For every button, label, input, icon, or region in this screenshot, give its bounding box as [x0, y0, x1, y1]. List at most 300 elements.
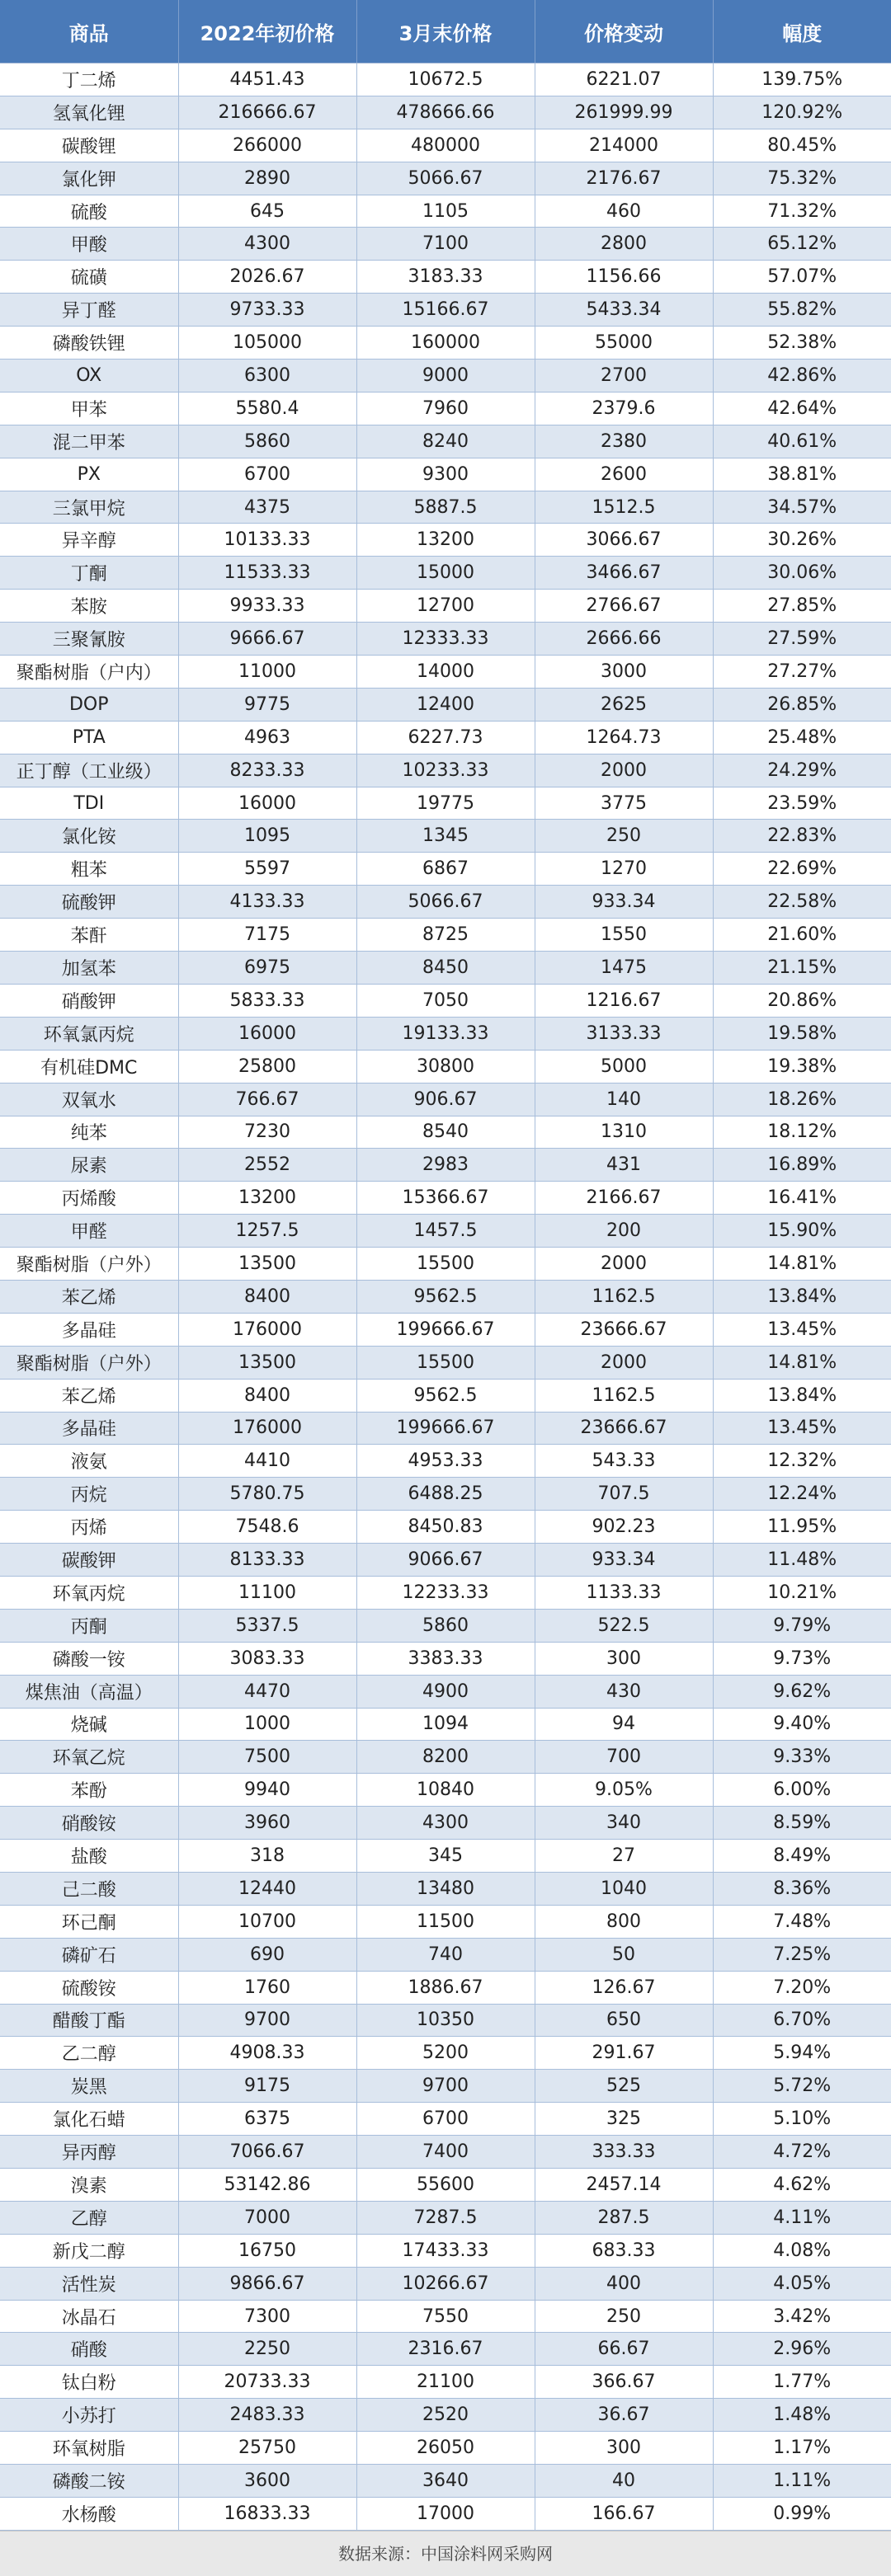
price-change-cell: 1475: [535, 952, 713, 985]
commodity-cell: PX: [0, 458, 178, 491]
end-price-cell: 10840: [356, 1774, 535, 1807]
change-rate-cell: 0.99%: [713, 2497, 891, 2530]
change-rate-cell: 9.33%: [713, 1741, 891, 1774]
start-price-cell: 4133.33: [178, 886, 356, 919]
start-price-cell: 645: [178, 195, 356, 228]
commodity-cell: 碳酸锂: [0, 129, 178, 162]
start-price-cell: 25800: [178, 1050, 356, 1083]
price-change-cell: 166.67: [535, 2497, 713, 2530]
change-rate-cell: 27.85%: [713, 590, 891, 623]
end-price-cell: 9000: [356, 360, 535, 393]
start-price-cell: 11533.33: [178, 557, 356, 590]
end-price-cell: 21100: [356, 2366, 535, 2399]
start-price-cell: 7066.67: [178, 2136, 356, 2169]
table-row: [0, 1511, 891, 1544]
start-price-cell: 690: [178, 1938, 356, 1971]
start-price-cell: 11100: [178, 1576, 356, 1609]
change-rate-cell: 57.07%: [713, 261, 891, 294]
change-rate-cell: 52.38%: [713, 327, 891, 360]
price-change-cell: 707.5: [535, 1478, 713, 1511]
price-change-cell: 902.23: [535, 1511, 713, 1544]
price-change-cell: 23666.67: [535, 1412, 713, 1445]
change-rate-cell: 7.20%: [713, 1971, 891, 2004]
change-rate-cell: 13.45%: [713, 1412, 891, 1445]
start-price-cell: 10700: [178, 1905, 356, 1938]
end-price-cell: 5887.5: [356, 491, 535, 524]
end-price-cell: 8200: [356, 1741, 535, 1774]
price-change-cell: 1156.66: [535, 261, 713, 294]
commodity-cell: 双氧水: [0, 1083, 178, 1116]
change-rate-cell: 27.59%: [713, 623, 891, 656]
price-change-cell: 543.33: [535, 1445, 713, 1478]
change-rate-cell: 8.49%: [713, 1840, 891, 1873]
price-change-cell: 3066.67: [535, 524, 713, 557]
price-change-cell: 3466.67: [535, 557, 713, 590]
start-price-cell: 2483.33: [178, 2399, 356, 2432]
start-price-cell: 9175: [178, 2070, 356, 2103]
start-price-cell: 11000: [178, 656, 356, 689]
table-row: [0, 984, 891, 1017]
price-change-cell: 214000: [535, 129, 713, 162]
price-change-cell: 140: [535, 1083, 713, 1116]
start-price-cell: 16000: [178, 787, 356, 820]
start-price-cell: 6700: [178, 458, 356, 491]
change-rate-cell: 1.11%: [713, 2465, 891, 2498]
start-price-cell: 8400: [178, 1379, 356, 1412]
price-change-cell: 2380: [535, 425, 713, 458]
start-price-cell: 4300: [178, 228, 356, 261]
commodity-cell: 硝酸钾: [0, 984, 178, 1017]
end-price-cell: 4953.33: [356, 1445, 535, 1478]
price-change-cell: 40: [535, 2465, 713, 2498]
end-price-cell: 5200: [356, 2037, 535, 2070]
table-row: [0, 1313, 891, 1346]
change-rate-cell: 10.21%: [713, 1576, 891, 1609]
commodity-cell: PTA: [0, 721, 178, 754]
data-source-footer: 数据来源：中国涂料网采购网: [0, 2531, 891, 2576]
change-rate-cell: 4.72%: [713, 2136, 891, 2169]
start-price-cell: 4908.33: [178, 2037, 356, 2070]
price-change-cell: 1270: [535, 853, 713, 886]
commodity-cell: 环氧乙烷: [0, 1741, 178, 1774]
change-rate-cell: 26.85%: [713, 688, 891, 721]
change-rate-cell: 9.73%: [713, 1642, 891, 1675]
end-price-cell: 3383.33: [356, 1642, 535, 1675]
start-price-cell: 9940: [178, 1774, 356, 1807]
price-change-cell: 2766.67: [535, 590, 713, 623]
commodity-cell: 硫酸铵: [0, 1971, 178, 2004]
end-price-cell: 2316.67: [356, 2333, 535, 2366]
price-change-cell: 1133.33: [535, 1576, 713, 1609]
commodity-cell: 磷矿石: [0, 1938, 178, 1971]
table-row: [0, 1872, 891, 1905]
price-change-cell: 1162.5: [535, 1379, 713, 1412]
table-row: [0, 1675, 891, 1708]
end-price-cell: 1094: [356, 1708, 535, 1741]
change-rate-cell: 25.48%: [713, 721, 891, 754]
commodity-cell: 水杨酸: [0, 2497, 178, 2530]
commodity-cell: 冰晶石: [0, 2300, 178, 2333]
change-rate-cell: 22.83%: [713, 820, 891, 853]
commodity-cell: 丙酮: [0, 1609, 178, 1642]
table-row: [0, 261, 891, 294]
change-rate-cell: 1.17%: [713, 2432, 891, 2465]
table-row: [0, 590, 891, 623]
start-price-cell: 5580.4: [178, 392, 356, 425]
price-change-cell: 94: [535, 1708, 713, 1741]
start-price-cell: 105000: [178, 327, 356, 360]
table-row: [0, 656, 891, 689]
price-change-cell: 2600: [535, 458, 713, 491]
end-price-cell: 12400: [356, 688, 535, 721]
start-price-cell: 3083.33: [178, 1642, 356, 1675]
start-price-cell: 25750: [178, 2432, 356, 2465]
commodity-cell: 液氨: [0, 1445, 178, 1478]
change-rate-cell: 13.84%: [713, 1280, 891, 1313]
change-rate-cell: 18.26%: [713, 1083, 891, 1116]
change-rate-cell: 4.11%: [713, 2201, 891, 2234]
change-rate-cell: 11.48%: [713, 1544, 891, 1577]
table-row: [0, 886, 891, 919]
end-price-cell: 4300: [356, 1807, 535, 1840]
start-price-cell: 13500: [178, 1248, 356, 1281]
end-price-cell: 1886.67: [356, 1971, 535, 2004]
table-row: [0, 1083, 891, 1116]
price-change-cell: 250: [535, 2300, 713, 2333]
end-price-cell: 17433.33: [356, 2234, 535, 2267]
table-row: [0, 1445, 891, 1478]
price-change-cell: 340: [535, 1807, 713, 1840]
price-change-cell: 1512.5: [535, 491, 713, 524]
change-rate-cell: 71.32%: [713, 195, 891, 228]
commodity-cell: 加氢苯: [0, 952, 178, 985]
commodity-cell: 苯胺: [0, 590, 178, 623]
commodity-cell: 环氧树脂: [0, 2432, 178, 2465]
price-change-cell: 1162.5: [535, 1280, 713, 1313]
commodity-cell: 三氯甲烷: [0, 491, 178, 524]
end-price-cell: 6488.25: [356, 1478, 535, 1511]
commodity-cell: 聚酯树脂（户外）: [0, 1346, 178, 1379]
change-rate-cell: 14.81%: [713, 1248, 891, 1281]
price-change-cell: 287.5: [535, 2201, 713, 2234]
table-row: [0, 952, 891, 985]
commodity-cell: 聚酯树脂（户内）: [0, 656, 178, 689]
commodity-cell: 氯化钾: [0, 162, 178, 195]
table-row: [0, 458, 891, 491]
end-price-cell: 4900: [356, 1675, 535, 1708]
table-row: [0, 1149, 891, 1182]
end-price-cell: 7550: [356, 2300, 535, 2333]
price-change-cell: 400: [535, 2267, 713, 2300]
table-row: [0, 327, 891, 360]
price-change-cell: 2700: [535, 360, 713, 393]
start-price-cell: 2250: [178, 2333, 356, 2366]
end-price-cell: 15500: [356, 1346, 535, 1379]
start-price-cell: 176000: [178, 1313, 356, 1346]
end-price-cell: 13200: [356, 524, 535, 557]
end-price-cell: 5066.67: [356, 162, 535, 195]
table-row: [0, 2333, 891, 2366]
start-price-cell: 20733.33: [178, 2366, 356, 2399]
price-change-cell: 3133.33: [535, 1017, 713, 1050]
header-row: [0, 0, 891, 63]
price-change-cell: 2000: [535, 1248, 713, 1281]
price-change-cell: 300: [535, 1642, 713, 1675]
commodity-cell: OX: [0, 360, 178, 393]
price-change-cell: 200: [535, 1215, 713, 1248]
change-rate-cell: 18.12%: [713, 1116, 891, 1149]
price-change-cell: 1264.73: [535, 721, 713, 754]
start-price-cell: 3960: [178, 1807, 356, 1840]
commodity-cell: 环氧丙烷: [0, 1576, 178, 1609]
price-change-cell: 1040: [535, 1872, 713, 1905]
change-rate-cell: 9.79%: [713, 1609, 891, 1642]
start-price-cell: 1095: [178, 820, 356, 853]
change-rate-cell: 120.92%: [713, 96, 891, 129]
table-row: [0, 1905, 891, 1938]
commodity-cell: 纯苯: [0, 1116, 178, 1149]
price-change-cell: 300: [535, 2432, 713, 2465]
table-row: [0, 623, 891, 656]
start-price-cell: 13500: [178, 1346, 356, 1379]
commodity-cell: 硝酸: [0, 2333, 178, 2366]
start-price-cell: 13200: [178, 1182, 356, 1215]
price-change-cell: 2176.67: [535, 162, 713, 195]
price-change-cell: 700: [535, 1741, 713, 1774]
table-row: [0, 1971, 891, 2004]
start-price-cell: 9775: [178, 688, 356, 721]
header-start-price: 2022年初价格: [178, 0, 356, 63]
commodity-cell: 盐酸: [0, 1840, 178, 1873]
table-row: [0, 2103, 891, 2136]
start-price-cell: 318: [178, 1840, 356, 1873]
price-change-cell: 933.34: [535, 1544, 713, 1577]
commodity-cell: 磷酸一铵: [0, 1642, 178, 1675]
start-price-cell: 9666.67: [178, 623, 356, 656]
price-change-cell: 291.67: [535, 2037, 713, 2070]
start-price-cell: 4963: [178, 721, 356, 754]
end-price-cell: 15166.67: [356, 294, 535, 327]
start-price-cell: 9933.33: [178, 590, 356, 623]
start-price-cell: 7175: [178, 919, 356, 952]
end-price-cell: 12700: [356, 590, 535, 623]
commodity-cell: 有机硅DMC: [0, 1050, 178, 1083]
price-change-cell: 2379.6: [535, 392, 713, 425]
table-row: [0, 2004, 891, 2037]
price-change-cell: 430: [535, 1675, 713, 1708]
change-rate-cell: 4.05%: [713, 2267, 891, 2300]
end-price-cell: 1345: [356, 820, 535, 853]
price-change-cell: 325: [535, 2103, 713, 2136]
commodity-cell: 苯酚: [0, 1774, 178, 1807]
end-price-cell: 8725: [356, 919, 535, 952]
start-price-cell: 4470: [178, 1675, 356, 1708]
end-price-cell: 10350: [356, 2004, 535, 2037]
change-rate-cell: 55.82%: [713, 294, 891, 327]
table-row: [0, 2234, 891, 2267]
price-change-cell: 5433.34: [535, 294, 713, 327]
commodity-cell: DOP: [0, 688, 178, 721]
change-rate-cell: 13.45%: [713, 1313, 891, 1346]
change-rate-cell: 75.32%: [713, 162, 891, 195]
price-change-cell: 366.67: [535, 2366, 713, 2399]
table-row: [0, 294, 891, 327]
change-rate-cell: 19.38%: [713, 1050, 891, 1083]
table-row: [0, 2037, 891, 2070]
commodity-cell: 尿素: [0, 1149, 178, 1182]
price-change-cell: 1550: [535, 919, 713, 952]
price-change-cell: 800: [535, 1905, 713, 1938]
end-price-cell: 15000: [356, 557, 535, 590]
start-price-cell: 766.67: [178, 1083, 356, 1116]
end-price-cell: 9562.5: [356, 1379, 535, 1412]
commodity-cell: 环己酮: [0, 1905, 178, 1938]
start-price-cell: 4410: [178, 1445, 356, 1478]
end-price-cell: 13480: [356, 1872, 535, 1905]
end-price-cell: 7960: [356, 392, 535, 425]
change-rate-cell: 30.06%: [713, 557, 891, 590]
price-change-cell: 5000: [535, 1050, 713, 1083]
end-price-cell: 55600: [356, 2169, 535, 2202]
start-price-cell: 2026.67: [178, 261, 356, 294]
end-price-cell: 199666.67: [356, 1412, 535, 1445]
price-change-cell: 525: [535, 2070, 713, 2103]
price-change-cell: 522.5: [535, 1609, 713, 1642]
change-rate-cell: 14.81%: [713, 1346, 891, 1379]
change-rate-cell: 13.84%: [713, 1379, 891, 1412]
start-price-cell: 53142.86: [178, 2169, 356, 2202]
end-price-cell: 10672.5: [356, 63, 535, 96]
table-row: [0, 2136, 891, 2169]
commodity-cell: 丁酮: [0, 557, 178, 590]
price-change-cell: 66.67: [535, 2333, 713, 2366]
commodity-cell: 苯乙烯: [0, 1280, 178, 1313]
price-change-cell: 250: [535, 820, 713, 853]
table-row: [0, 1412, 891, 1445]
change-rate-cell: 6.00%: [713, 1774, 891, 1807]
commodity-cell: 硝酸铵: [0, 1807, 178, 1840]
end-price-cell: 8450: [356, 952, 535, 985]
start-price-cell: 8400: [178, 1280, 356, 1313]
commodity-cell: 异丁醛: [0, 294, 178, 327]
price-change-cell: 2000: [535, 1346, 713, 1379]
price-change-cell: 3000: [535, 656, 713, 689]
end-price-cell: 199666.67: [356, 1313, 535, 1346]
price-change-cell: 2625: [535, 688, 713, 721]
change-rate-cell: 3.42%: [713, 2300, 891, 2333]
commodity-cell: 异丙醇: [0, 2136, 178, 2169]
start-price-cell: 7000: [178, 2201, 356, 2234]
change-rate-cell: 4.62%: [713, 2169, 891, 2202]
commodity-cell: 氯化铵: [0, 820, 178, 853]
start-price-cell: 2890: [178, 162, 356, 195]
end-price-cell: 2983: [356, 1149, 535, 1182]
change-rate-cell: 16.41%: [713, 1182, 891, 1215]
end-price-cell: 9066.67: [356, 1544, 535, 1577]
end-price-cell: 7400: [356, 2136, 535, 2169]
end-price-cell: 345: [356, 1840, 535, 1873]
commodity-cell: 聚酯树脂（户外）: [0, 1248, 178, 1281]
table-row: [0, 1215, 891, 1248]
table-row: [0, 195, 891, 228]
table-row: [0, 853, 891, 886]
change-rate-cell: 20.86%: [713, 984, 891, 1017]
change-rate-cell: 7.25%: [713, 1938, 891, 1971]
start-price-cell: 1000: [178, 1708, 356, 1741]
commodity-cell: 多晶硅: [0, 1412, 178, 1445]
change-rate-cell: 30.26%: [713, 524, 891, 557]
start-price-cell: 3600: [178, 2465, 356, 2498]
end-price-cell: 8240: [356, 425, 535, 458]
change-rate-cell: 1.48%: [713, 2399, 891, 2432]
change-rate-cell: 8.36%: [713, 1872, 891, 1905]
change-rate-cell: 21.15%: [713, 952, 891, 985]
change-rate-cell: 80.45%: [713, 129, 891, 162]
commodity-cell: 磷酸二铵: [0, 2465, 178, 2498]
table-header: [0, 0, 891, 63]
price-change-cell: 55000: [535, 327, 713, 360]
table-row: [0, 1116, 891, 1149]
table-row: [0, 1478, 891, 1511]
change-rate-cell: 7.48%: [713, 1905, 891, 1938]
commodity-cell: 三聚氰胺: [0, 623, 178, 656]
start-price-cell: 7230: [178, 1116, 356, 1149]
commodity-cell: 乙二醇: [0, 2037, 178, 2070]
table-row: [0, 2300, 891, 2333]
table-row: [0, 1280, 891, 1313]
change-rate-cell: 65.12%: [713, 228, 891, 261]
header-commodity: 商品: [0, 0, 178, 63]
table-row: [0, 1708, 891, 1741]
commodity-cell: 丙烷: [0, 1478, 178, 1511]
table-row: [0, 2432, 891, 2465]
change-rate-cell: 5.10%: [713, 2103, 891, 2136]
price-change-cell: 3775: [535, 787, 713, 820]
table-row: [0, 1807, 891, 1840]
start-price-cell: 16833.33: [178, 2497, 356, 2530]
table-row: [0, 425, 891, 458]
commodity-cell: TDI: [0, 787, 178, 820]
change-rate-cell: 4.08%: [713, 2234, 891, 2267]
commodity-cell: 混二甲苯: [0, 425, 178, 458]
table-row: [0, 2366, 891, 2399]
end-price-cell: 478666.66: [356, 96, 535, 129]
table-row: [0, 2399, 891, 2432]
header-change-rate: 幅度: [713, 0, 891, 63]
change-rate-cell: 12.24%: [713, 1478, 891, 1511]
table-row: [0, 1544, 891, 1577]
price-change-cell: 1216.67: [535, 984, 713, 1017]
commodity-cell: 炭黑: [0, 2070, 178, 2103]
end-price-cell: 9562.5: [356, 1280, 535, 1313]
commodity-cell: 溴素: [0, 2169, 178, 2202]
table-row: [0, 754, 891, 787]
table-row: [0, 491, 891, 524]
end-price-cell: 19775: [356, 787, 535, 820]
price-change-cell: 2457.14: [535, 2169, 713, 2202]
commodity-cell: 苯乙烯: [0, 1379, 178, 1412]
commodity-cell: 小苏打: [0, 2399, 178, 2432]
price-change-cell: 2166.67: [535, 1182, 713, 1215]
start-price-cell: 16000: [178, 1017, 356, 1050]
table-row: [0, 787, 891, 820]
commodity-cell: 硫酸钾: [0, 886, 178, 919]
table-row: [0, 228, 891, 261]
price-change-cell: 431: [535, 1149, 713, 1182]
change-rate-cell: 16.89%: [713, 1149, 891, 1182]
commodity-cell: 丙烯酸: [0, 1182, 178, 1215]
end-price-cell: 26050: [356, 2432, 535, 2465]
